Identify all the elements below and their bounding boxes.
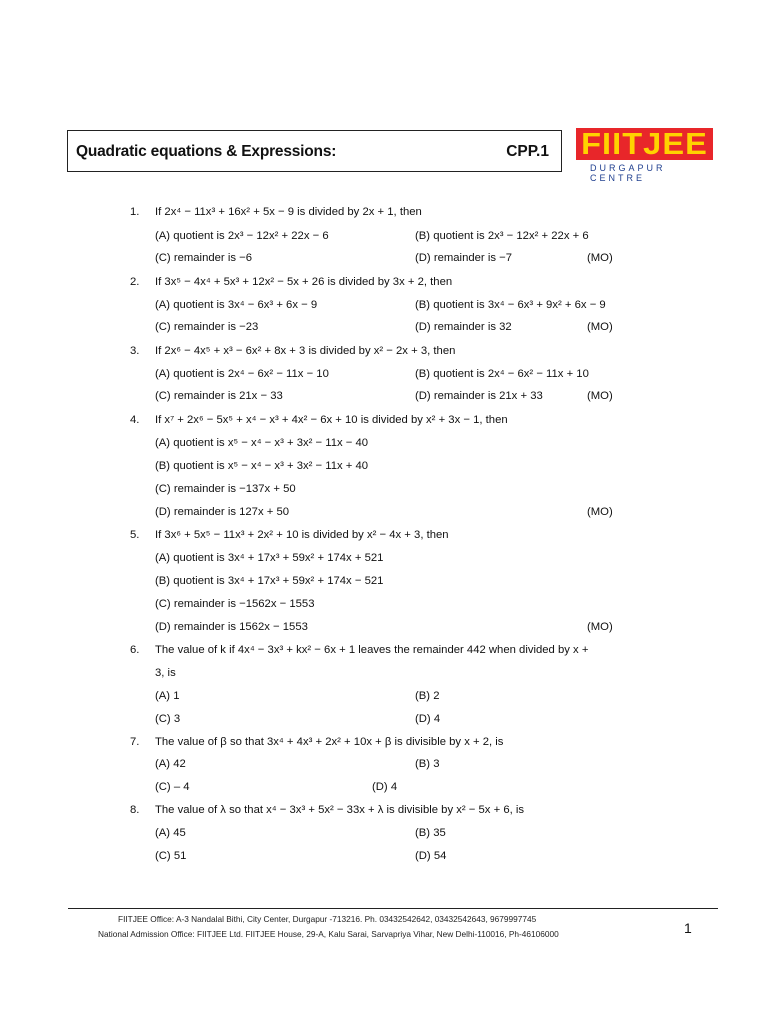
option-d: (D) remainder is 1562x − 1553 bbox=[155, 621, 308, 633]
option-c: (C) remainder is −1562x − 1553 bbox=[155, 598, 315, 610]
option-c: (C) 3 bbox=[155, 713, 181, 725]
question-number: 7. bbox=[130, 736, 140, 748]
question-stem: The value of β so that 3x⁴ + 4x³ + 2x² + 10x + β is divisible by x + 2, is bbox=[155, 736, 504, 748]
mo-tag: (MO) bbox=[587, 252, 613, 264]
question-stem: If 2x⁶ − 4x⁵ + x³ − 6x² + 8x + 3 is divided by x² − 2x + 3, then bbox=[155, 345, 456, 357]
fiitjee-logo bbox=[576, 126, 716, 183]
option-b: (B) 35 bbox=[415, 827, 446, 839]
question-number: 1. bbox=[130, 206, 140, 218]
question-number: 6. bbox=[130, 644, 140, 656]
option-a: (A) quotient is 2x³ − 12x² + 22x − 6 bbox=[155, 230, 329, 242]
question-number: 4. bbox=[130, 414, 140, 426]
option-b: (B) quotient is 3x⁴ − 6x³ + 9x² + 6x − 9 bbox=[415, 299, 606, 311]
mo-tag: (MO) bbox=[587, 390, 613, 402]
option-c: (C) 51 bbox=[155, 850, 187, 862]
option-d: (D) 54 bbox=[415, 850, 447, 862]
mo-tag: (MO) bbox=[587, 321, 613, 333]
sheet-code: CPP.1 bbox=[506, 143, 549, 160]
option-d: (D) remainder is 127x + 50 bbox=[155, 506, 290, 518]
page-title: Quadratic equations & Expressions: bbox=[76, 143, 337, 160]
question-stem-continued: 3, is bbox=[155, 667, 176, 679]
question-number: 3. bbox=[130, 345, 140, 357]
question-stem: If 2x⁴ − 11x³ + 16x² + 5x − 9 is divided by 2x + 1, then bbox=[155, 206, 422, 218]
mo-tag: (MO) bbox=[587, 506, 613, 518]
header-box bbox=[67, 130, 562, 172]
option-d: (D) remainder is −7 bbox=[415, 252, 512, 264]
option-d: (D) 4 bbox=[415, 713, 441, 725]
question-number: 8. bbox=[130, 804, 140, 816]
option-b: (B) 2 bbox=[415, 690, 440, 702]
question-stem: The value of k if 4x⁴ − 3x³ + kx² − 6x + 1 leaves the remainder 442 when divided by x + bbox=[155, 644, 589, 656]
option-c: (C) remainder is −6 bbox=[155, 252, 252, 264]
mo-tag: (MO) bbox=[587, 621, 613, 633]
question-stem: The value of λ so that x⁴ − 3x³ + 5x² − 33x + λ is divisible by x² − 5x + 6, is bbox=[155, 804, 525, 816]
question-stem: If 3x⁶ + 5x⁵ − 11x³ + 2x² + 10 is divided by x² − 4x + 3, then bbox=[155, 529, 449, 541]
option-a: (A) quotient is 3x⁴ + 17x³ + 59x² + 174x + 521 bbox=[155, 552, 384, 564]
option-c: (C) remainder is 21x − 33 bbox=[155, 390, 283, 402]
option-d: (D) remainder is 21x + 33 bbox=[415, 390, 543, 402]
option-b: (B) quotient is 2x⁴ − 6x² − 11x + 10 bbox=[415, 368, 589, 380]
option-b: (B) 3 bbox=[415, 758, 440, 770]
footer-divider bbox=[68, 908, 718, 909]
option-a: (A) quotient is x⁵ − x⁴ − x³ + 3x² − 11x − 40 bbox=[155, 437, 369, 449]
option-c: (C) remainder is −137x + 50 bbox=[155, 483, 296, 495]
logo-subtitle: DURGAPUR CENTRE bbox=[590, 163, 666, 183]
option-a: (A) 1 bbox=[155, 690, 180, 702]
option-a: (A) 45 bbox=[155, 827, 186, 839]
option-b: (B) quotient is 2x³ − 12x² + 22x + 6 bbox=[415, 230, 589, 242]
footer-admission-address: National Admission Office: FIITJEE Ltd. FIITJEE House, 29-A, Kalu Sarai, Sarvapriya Vihar, New Delhi-110016, Ph-46106000 bbox=[98, 929, 559, 939]
option-c: (C) – 4 bbox=[155, 781, 190, 793]
question-stem: If 3x⁵ − 4x⁴ + 5x³ + 12x² − 5x + 26 is divided by 3x + 2, then bbox=[155, 276, 453, 288]
page-number: 1 bbox=[684, 920, 692, 936]
question-number: 5. bbox=[130, 529, 140, 541]
option-c: (C) remainder is −23 bbox=[155, 321, 259, 333]
option-a: (A) quotient is 2x⁴ − 6x² − 11x − 10 bbox=[155, 368, 329, 380]
option-d: (D) 4 bbox=[372, 781, 398, 793]
option-a: (A) quotient is 3x⁴ − 6x³ + 6x − 9 bbox=[155, 299, 318, 311]
logo-text: FIITJEE bbox=[581, 126, 708, 161]
option-a: (A) 42 bbox=[155, 758, 186, 770]
option-d: (D) remainder is 32 bbox=[415, 321, 512, 333]
option-b: (B) quotient is x⁵ − x⁴ − x³ + 3x² − 11x + 40 bbox=[155, 460, 369, 472]
footer-office-address: FIITJEE Office: A-3 Nandalal Bithi, City Center, Durgapur -713216. Ph. 03432542642, 03432542643, 9679997745 bbox=[118, 914, 537, 924]
question-stem: If x⁷ + 2x⁶ − 5x⁵ + x⁴ − x³ + 4x² − 6x + 10 is divided by x² + 3x − 1, then bbox=[155, 414, 508, 426]
option-b: (B) quotient is 3x⁴ + 17x³ + 59x² + 174x − 521 bbox=[155, 575, 384, 587]
question-number: 2. bbox=[130, 276, 140, 288]
